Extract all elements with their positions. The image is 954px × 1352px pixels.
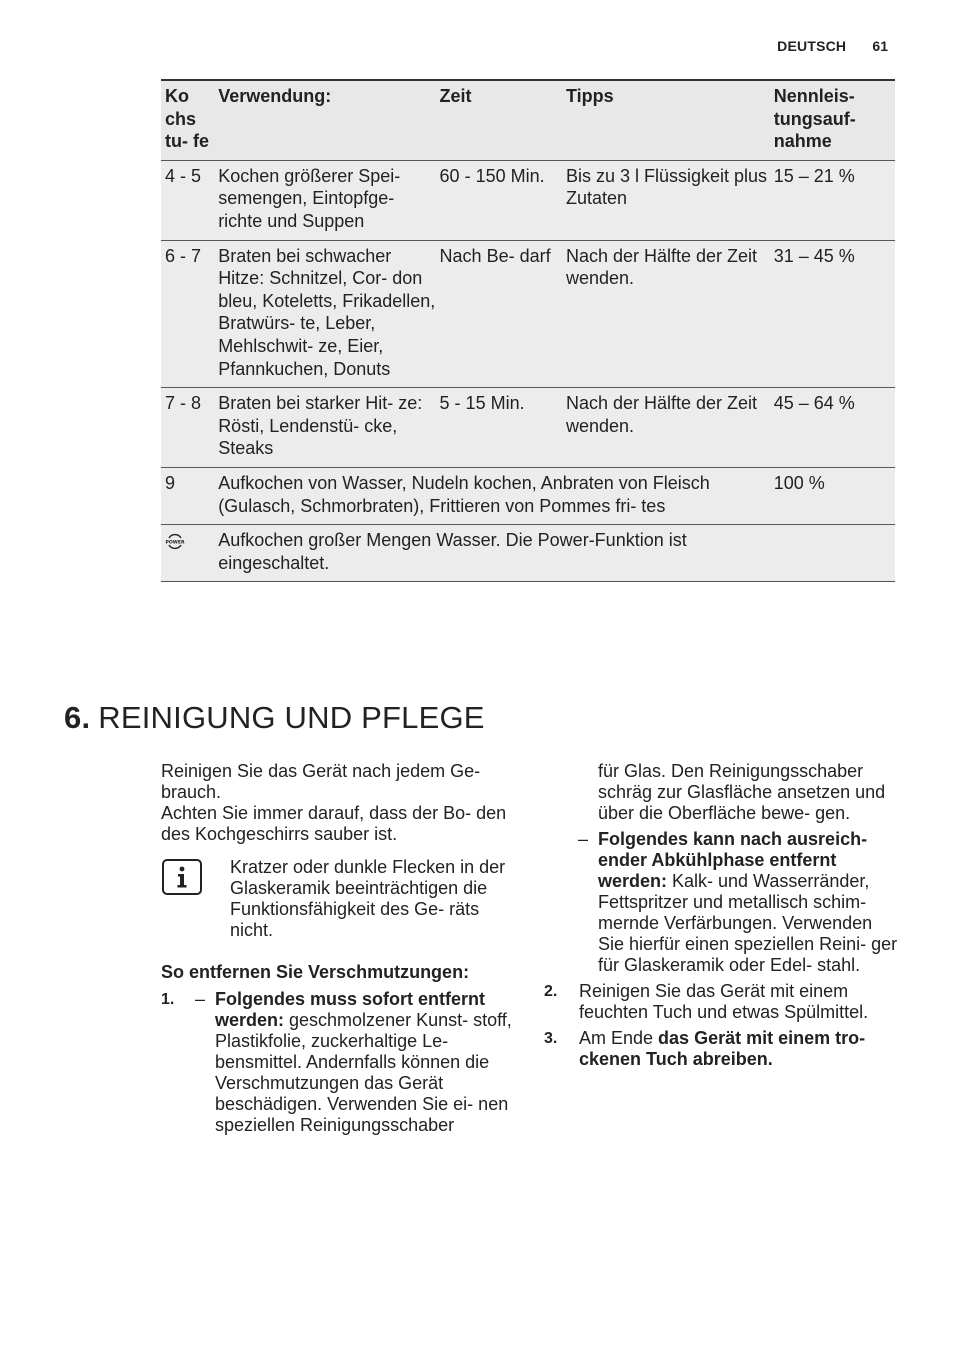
cell-leistung: 31 – 45 % [770, 240, 895, 388]
intro-paragraph-2: Achten Sie immer darauf, dass der Bo- den des Kochgeschirrs sauber ist. [161, 803, 507, 844]
step-1b-body: Kalk- und Wasserränder, Fettspritzer und metallisch schim- mernde Verfärbungen. Verwenden Sie hierfür einen speziellen Reini- ger für Glaskeramik oder Edel- stahl. [598, 871, 898, 975]
cell-leistung: 45 – 64 % [770, 388, 895, 468]
step-2 [544, 981, 900, 1023]
cell-verwendung: Braten bei starker Hit- ze: Rösti, Lendenstü- cke, Steaks [214, 388, 435, 468]
step-3-bold: das Gerät mit einem tro- ckenen Tuch abreiben. [579, 1028, 866, 1069]
step-1a-bold: Folgendes muss sofort entfernt werden: [215, 989, 486, 1030]
step-1a-text [215, 989, 513, 1136]
cell-stufe: 6 - 7 [161, 240, 214, 388]
step-number: 3. [544, 1030, 558, 1047]
section-title: REINIGUNG UND PFLEGE [98, 700, 485, 735]
cell-tipps: Bis zu 3 l Flüssigkeit plus Zutaten [562, 160, 770, 240]
power-icon [165, 532, 185, 550]
cell-verwendung: Aufkochen großer Mengen Wasser. Die Power-Funktion ist eingeschaltet. [214, 525, 770, 582]
left-column [161, 761, 513, 1136]
table-row [161, 525, 895, 582]
info-icon [162, 859, 202, 895]
cell-stufe [161, 525, 214, 582]
section-heading [64, 700, 485, 736]
table-row [161, 160, 895, 240]
cell-tipps: Nach der Hälfte der Zeit wenden. [562, 240, 770, 388]
step-1b-text [598, 829, 900, 976]
section-number: 6. [64, 700, 91, 735]
table-row [161, 388, 895, 468]
table-header-row [161, 80, 895, 160]
step-number: 1. [161, 991, 175, 1008]
header-stufe: Ko chs tu- fe [161, 80, 214, 160]
cell-stufe: 7 - 8 [161, 388, 214, 468]
cell-zeit: 5 - 15 Min. [436, 388, 562, 468]
cell-tipps: Nach der Hälfte der Zeit wenden. [562, 388, 770, 468]
page-number: 61 [872, 38, 888, 54]
cell-stufe: 9 [161, 467, 214, 524]
table-row [161, 467, 895, 524]
cell-verwendung: Aufkochen von Wasser, Nudeln kochen, Anbraten von Fleisch (Gulasch, Schmorbraten), Frittieren von Pommes fri- tes [214, 467, 770, 524]
header-verwendung: Verwendung: [214, 80, 435, 160]
step-1 [161, 989, 513, 1136]
power-icon-label: POWER [165, 540, 185, 546]
note-text: Kratzer oder dunkle Flecken in der Glaskeramik beeinträchtigen die Funktionsfähigkeit des Ge- räts nicht. [230, 857, 506, 940]
step-1b [544, 829, 900, 976]
cell-zeit: Nach Be- darf [436, 240, 562, 388]
cell-verwendung: Braten bei schwacher Hitze: Schnitzel, Cor- don bleu, Koteletts, Frikadellen, Bratwürs- te, Leber, Mehlschwit- ze, Eier, Pfannkuchen, Donuts [214, 240, 435, 388]
cell-stufe: 4 - 5 [161, 160, 214, 240]
cell-leistung: 15 – 21 % [770, 160, 895, 240]
header-language: DEUTSCH [777, 38, 847, 54]
step-number: 2. [544, 983, 558, 1000]
step-1a-body: geschmolzener Kunst- stoff, Plastikfolie, zuckerhaltige Le- bensmittel. Andernfalls können die Verschmutzungen das Gerät beschädigen. Verwenden Sie ei- nen speziellen Reinigungsschaber [215, 1010, 512, 1135]
step-3-text [579, 1028, 900, 1070]
table-row [161, 240, 895, 388]
dash: – [578, 829, 589, 849]
page-header [777, 38, 888, 55]
step-3 [544, 1028, 900, 1070]
step-2-text: Reinigen Sie das Gerät mit einem feuchten Tuch und etwas Spülmittel. [579, 981, 869, 1022]
header-tipps: Tipps [562, 80, 770, 160]
right-column [544, 761, 900, 1070]
step-3-pre: Am Ende [579, 1028, 659, 1048]
step-1a-continuation: für Glas. Den Reinigungsschaber schräg zur Glasfläche ansetzen und über die Oberfläche bewe- gen. [598, 761, 886, 823]
subheading: So entfernen Sie Verschmutzungen: [161, 962, 470, 982]
header-leistung: Nennleis- tungsauf- nahme [770, 80, 895, 160]
cell-zeit: 60 - 150 Min. [436, 160, 562, 240]
cooking-levels-table [161, 79, 895, 582]
info-note [161, 857, 513, 941]
header-zeit: Zeit [436, 80, 562, 160]
step-1b-bold: Folgendes kann nach ausreich- ender Abkühlphase entfernt werden: [598, 829, 868, 891]
dash: – [195, 989, 206, 1009]
cell-leistung [770, 525, 895, 582]
cell-leistung: 100 % [770, 467, 895, 524]
cell-verwendung: Kochen größerer Spei- semengen, Eintopfge- richte und Suppen [214, 160, 435, 240]
intro-paragraph-1: Reinigen Sie das Gerät nach jedem Ge- brauch. [161, 761, 481, 802]
